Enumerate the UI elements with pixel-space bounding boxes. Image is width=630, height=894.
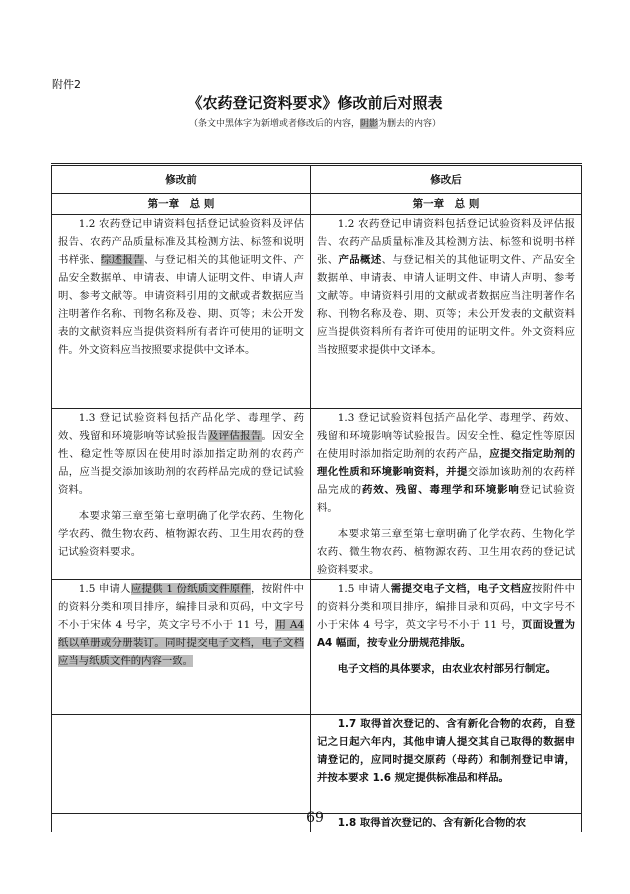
cell-before bbox=[52, 580, 311, 715]
clause-text: 本要求第三章至第七章明确了化学农药、生物化学农药、微生物农药、植物源农药、卫生用农药的登记试验资料要求。 bbox=[58, 510, 304, 558]
clause-run: 。因安全性、稳定性等原因在使用时添加指定助剂的农药产品，应当提交添加该助剂的农药样品完成的登记试验资料。 bbox=[58, 430, 305, 496]
attachment-label: 附件2 bbox=[52, 78, 81, 91]
table-row bbox=[52, 409, 582, 580]
clause-run: 1.3 登记试验资料包括产品化学、毒理学、药效、残留和环境影响等试验报告。因安全性、稳定性等原因在使用时添加指定助剂的农药产品， bbox=[317, 412, 575, 460]
clause-run: 按附件中的资料分类和项目排序，编排目录和页码，中文字号不小于宋体 4 号字，英文字号不小于 11 号， bbox=[317, 583, 576, 631]
cell-before bbox=[52, 409, 311, 580]
deleted-text: 综述报告 bbox=[100, 254, 144, 266]
clause-text bbox=[317, 409, 575, 517]
chapter-after: 第一章 总 则 bbox=[311, 194, 582, 215]
clause-run: 1.2 农药登记申请资料包括登记试验资料及评估报告、农药产品质量标准及其检测方法、标签和说明书样张、 bbox=[317, 218, 575, 266]
clause-text bbox=[58, 409, 304, 499]
table-row bbox=[52, 215, 582, 409]
clause-text bbox=[58, 215, 304, 359]
clause-run: 、与登记相关的其他证明文件、产品安全数据单、申请表、申请人证明文件、申请人声明、参考文献等。申请资料引用的文献或者数据应当注明著作名称、刊物名称及卷、期、页等；未公开发表的文献资料应当提供资料所有者许可使用的证明文件。外文资料应当按照要求提供中文译本。 bbox=[317, 254, 575, 356]
clause-text bbox=[317, 715, 575, 787]
deleted-text: 应提供 1 份纸质文件原件 bbox=[130, 583, 252, 595]
subtitle-part1: （条文中黑体字为新增或者修改后的内容， bbox=[188, 119, 360, 129]
cell-after bbox=[311, 215, 582, 409]
added-text: 页面设置为 A4 幅面，按专业分册规范排版。 bbox=[317, 619, 575, 649]
clause-text: 电子文档的具体要求，由农业农村部另行制定。 bbox=[337, 663, 556, 675]
deleted-text: 及评估报告 bbox=[207, 430, 262, 442]
page-number: 69 bbox=[306, 810, 324, 826]
clause-run: 、与登记相关的其他证明文件、产品安全数据单、申请表、申请人证明文件、申请人声明、参考文献等。申请资料引用的文献或者数据应当注明著作名称、刊物名称及卷、期、页等；未公开发表的文献资料应当提供资料所有者许可使用的证明文件。外文资料应当按照要求提供中文译本。 bbox=[58, 254, 305, 356]
clause-run: 1.3 登记试验资料包括产品化学、毒理学、药效、残留和环境影响等试验报告 bbox=[58, 412, 304, 442]
added-text: 产品概述 bbox=[338, 254, 382, 266]
header-row bbox=[52, 165, 582, 194]
added-text: 需提交电子文档，电子文档应 bbox=[390, 583, 533, 595]
clause-run: 1.5 申请人 bbox=[337, 583, 391, 595]
subtitle-shaded: 阴影 bbox=[359, 119, 378, 129]
clause-text bbox=[58, 580, 304, 670]
table-row bbox=[52, 715, 582, 814]
added-text: 1.8 取得首次登记的、含有新化合物的农 bbox=[337, 817, 527, 829]
clause-text bbox=[317, 580, 575, 652]
added-text: 药效、残留、毒理学和环境影响 bbox=[362, 484, 520, 496]
chapter-row bbox=[52, 194, 582, 215]
header-after: 修改后 bbox=[311, 165, 582, 194]
added-text: 应提交指定助剂的理化性质和环境影响资料，并提 bbox=[317, 448, 575, 478]
cell-after bbox=[311, 580, 582, 715]
cell-after bbox=[311, 715, 582, 814]
clause-text bbox=[317, 215, 575, 359]
page-title: 《农药登记资料要求》修改前后对照表 bbox=[187, 94, 443, 112]
cell-before bbox=[52, 215, 311, 409]
clause-text: 本要求第三章至第七章明确了化学农药、生物化学农药、微生物农药、植物源农药、卫生用农药的登记试验资料要求。 bbox=[317, 528, 575, 576]
cell-before bbox=[52, 715, 311, 814]
comparison-table bbox=[51, 163, 582, 832]
chapter-before: 第一章 总 则 bbox=[52, 194, 311, 215]
cell-after bbox=[311, 409, 582, 580]
clause-run: ，按附件中的资料分类和项目排序，编排目录和页码，中文字号不小于宋体 4 号字，英文字号不小于 11 号， bbox=[58, 583, 305, 631]
header-before: 修改前 bbox=[52, 165, 311, 194]
clause-run: 交添加该助剂的农药样品完成的 bbox=[317, 466, 575, 496]
subtitle-part2: 为删去的内容） bbox=[378, 119, 442, 129]
clause-run: 登记试验资料。 bbox=[317, 484, 576, 514]
clause-run: 1.5 申请人 bbox=[78, 583, 131, 595]
clause-run: 1.2 农药登记申请资料包括登记试验资料及评估报告、农药产品质量标准及其检测方法、标签和说明书样张、 bbox=[58, 218, 304, 266]
deleted-text: 用 A4 纸以单册或分册装订。同时提交电子文档，电子文档应当与纸质文件的内容一致。 bbox=[58, 619, 305, 667]
table-row bbox=[52, 580, 582, 715]
added-text: 1.7 取得首次登记的、含有新化合物的农药，自登记之日起六年内，其他申请人提交其自己取得的数据申请登记的，应同时提交原药（母药）和制剂登记申请，并按本要求 1.6 规定提供标准品和样品。 bbox=[317, 718, 575, 784]
subtitle bbox=[0, 116, 630, 129]
